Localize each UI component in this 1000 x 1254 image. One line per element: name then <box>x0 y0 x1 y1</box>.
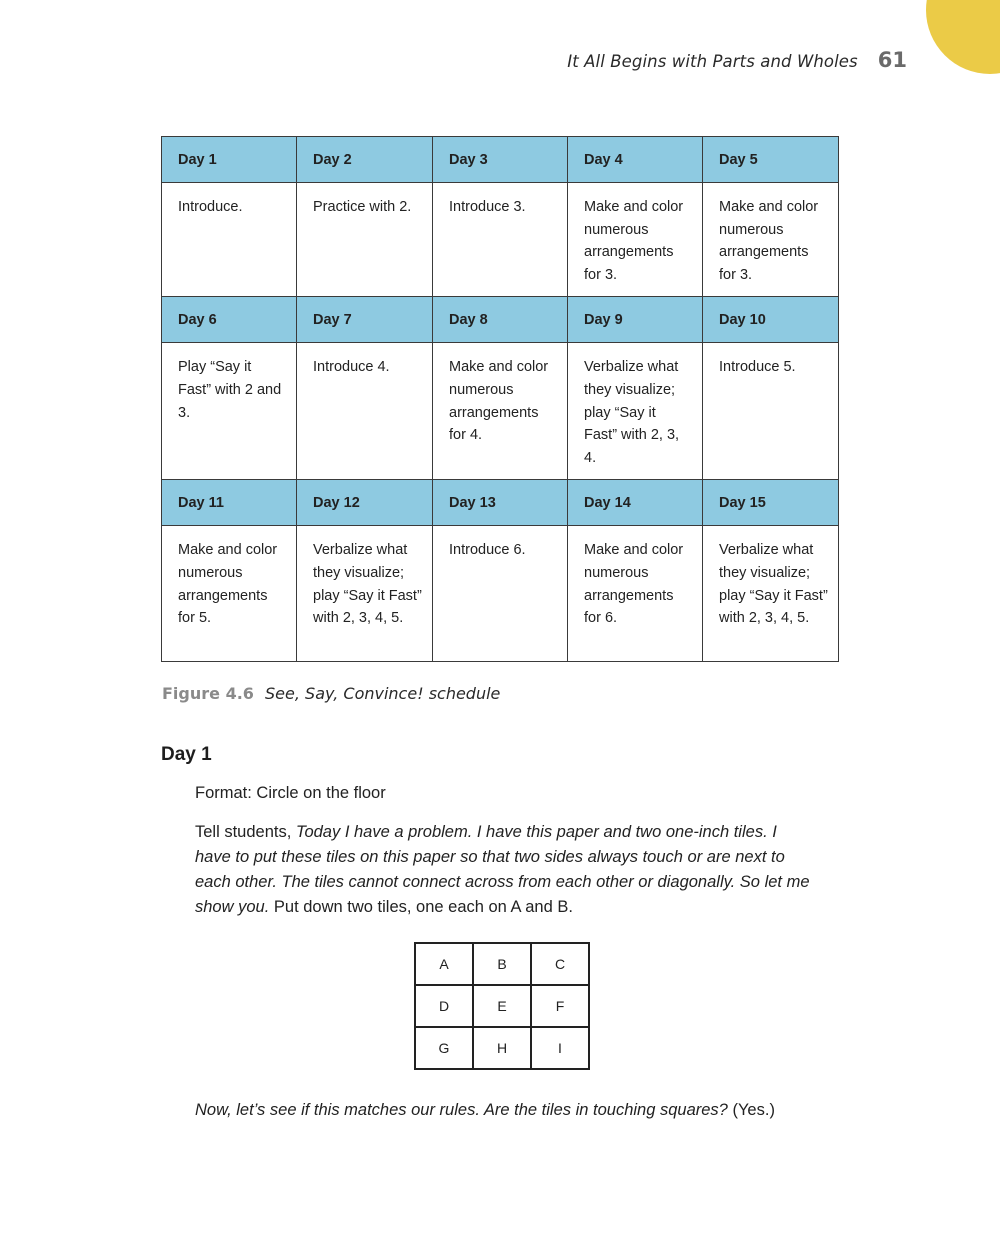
schedule-header-row <box>162 137 839 183</box>
schedule-activity-row <box>162 526 839 662</box>
grid-cell: A <box>415 943 473 985</box>
paragraph-tail: Put down two tiles, one each on A and B. <box>269 898 573 916</box>
grid-cell: I <box>531 1027 589 1069</box>
activity-cell: Introduce. <box>162 183 297 297</box>
day-header: Day 8 <box>433 297 568 343</box>
format-line: Format: Circle on the floor <box>195 784 386 802</box>
day-header: Day 12 <box>297 480 433 526</box>
grid-row <box>415 985 589 1027</box>
day-header: Day 3 <box>433 137 568 183</box>
activity-cell: Make and color numerous arrangements for 5. <box>162 526 297 662</box>
grid-row <box>415 1027 589 1069</box>
figure-caption <box>162 684 500 703</box>
activity-cell: Introduce 3. <box>433 183 568 297</box>
running-head <box>567 48 907 72</box>
schedule-table <box>161 136 839 662</box>
schedule-header-row <box>162 297 839 343</box>
running-title: It All Begins with Parts and Wholes <box>567 52 858 71</box>
closing-line <box>195 1101 775 1120</box>
letter-grid <box>414 942 590 1070</box>
page-number: 61 <box>877 48 907 72</box>
grid-row <box>415 943 589 985</box>
day-header: Day 6 <box>162 297 297 343</box>
day-header: Day 2 <box>297 137 433 183</box>
schedule-activity-row <box>162 183 839 297</box>
day-header: Day 7 <box>297 297 433 343</box>
closing-tail: (Yes.) <box>727 1101 775 1119</box>
day-header: Day 9 <box>568 297 703 343</box>
schedule-header-row <box>162 480 839 526</box>
day-header: Day 15 <box>703 480 839 526</box>
day-header: Day 13 <box>433 480 568 526</box>
day-header: Day 4 <box>568 137 703 183</box>
activity-cell: Make and color numerous arrangements for 4. <box>433 343 568 480</box>
instruction-paragraph <box>195 820 815 920</box>
activity-cell: Practice with 2. <box>297 183 433 297</box>
grid-cell: B <box>473 943 531 985</box>
activity-cell: Make and color numerous arrangements for 3. <box>703 183 839 297</box>
activity-cell: Play “Say it Fast” with 2 and 3. <box>162 343 297 480</box>
schedule-activity-row <box>162 343 839 480</box>
grid-cell: G <box>415 1027 473 1069</box>
day-header: Day 11 <box>162 480 297 526</box>
day-header: Day 14 <box>568 480 703 526</box>
activity-cell: Verbalize what they visualize; play “Say it Fast” with 2, 3, 4, 5. <box>297 526 433 662</box>
activity-cell: Introduce 4. <box>297 343 433 480</box>
day-header: Day 5 <box>703 137 839 183</box>
grid-cell: F <box>531 985 589 1027</box>
grid-cell: E <box>473 985 531 1027</box>
figure-label: Figure 4.6 <box>162 684 254 703</box>
activity-cell: Introduce 6. <box>433 526 568 662</box>
activity-cell: Make and color numerous arrangements for 3. <box>568 183 703 297</box>
grid-cell: C <box>531 943 589 985</box>
decorative-corner-circle <box>926 0 1000 74</box>
activity-cell: Introduce 5. <box>703 343 839 480</box>
day-header: Day 10 <box>703 297 839 343</box>
closing-quote: Now, let’s see if this matches our rules. Are the tiles in touching squares? <box>195 1101 728 1119</box>
activity-cell: Verbalize what they visualize; play “Say it Fast” with 2, 3, 4, 5. <box>703 526 839 662</box>
figure-title: See, Say, Convince! schedule <box>265 684 501 703</box>
activity-cell: Verbalize what they visualize; play “Say it Fast” with 2, 3, 4. <box>568 343 703 480</box>
grid-cell: D <box>415 985 473 1027</box>
paragraph-lead: Tell students, <box>195 823 296 841</box>
activity-cell: Make and color numerous arrangements for 6. <box>568 526 703 662</box>
grid-cell: H <box>473 1027 531 1069</box>
section-heading: Day 1 <box>161 744 212 765</box>
day-header: Day 1 <box>162 137 297 183</box>
paragraph-quote: Today I have a problem. I have this paper and two one-inch tiles. I have to put these tiles on this paper so that two sides always touch or are next to each other. The tiles cannot connect across from each other or diagonally. So let me show you. <box>195 823 810 916</box>
